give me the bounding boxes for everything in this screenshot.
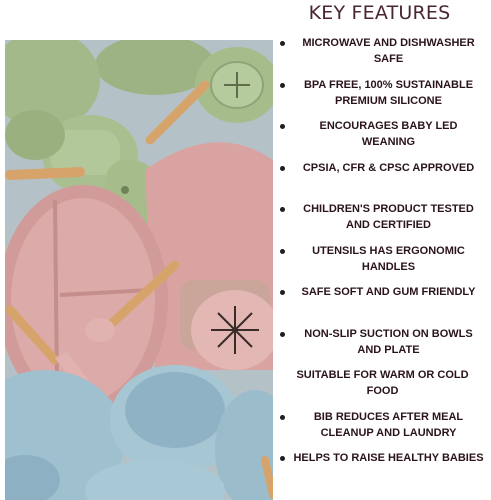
- feature-item: [270, 325, 491, 367]
- bullet-icon: [280, 166, 285, 171]
- bullet-icon: [280, 415, 285, 420]
- bullet-icon: [280, 41, 285, 46]
- bullet-icon: [280, 83, 285, 88]
- feature-item: [270, 159, 491, 201]
- product-photo: [5, 40, 273, 500]
- feature-item: [270, 242, 491, 284]
- feature-text: BPA FREE, 100% SUSTAINABLE PREMIUM SILICONE: [303, 78, 474, 107]
- bullet-icon: [280, 290, 285, 295]
- page-title: KEY FEATURES: [308, 2, 451, 24]
- feature-item: [270, 200, 491, 242]
- feature-item: [270, 366, 491, 408]
- features-list: [270, 34, 491, 491]
- feature-item: [270, 76, 491, 118]
- feature-text: UTENSILS HAS ERGONOMIC HANDLES: [312, 244, 465, 273]
- feature-item: [270, 408, 491, 450]
- feature-text: CHILDREN'S PRODUCT TESTED AND CERTIFIED: [303, 203, 474, 231]
- baby-feeding-set-image: [5, 40, 273, 500]
- bullet-icon: [280, 456, 285, 461]
- feature-text: SAFE SOFT AND GUM FRIENDLY: [301, 286, 476, 298]
- bullet-icon: [280, 249, 285, 254]
- feature-text: MICROWAVE AND DISHWASHER SAFE: [302, 37, 475, 65]
- feature-item: [270, 117, 491, 159]
- feature-item: [270, 34, 491, 76]
- bullet-icon: [280, 207, 285, 212]
- feature-item: [270, 283, 491, 325]
- feature-text: CPSIA, CFR & CPSC APPROVED: [302, 161, 475, 174]
- feature-text: ENCOURAGES BABY LED WEANING: [319, 120, 458, 148]
- feature-text: HELPS TO RAISE HEALTHY BABIES: [293, 452, 484, 464]
- bullet-icon: [280, 332, 285, 337]
- feature-item: [270, 449, 491, 491]
- bullet-icon: [280, 124, 285, 129]
- feature-text: BIB REDUCES AFTER MEAL CLEANUP AND LAUNDRY: [313, 410, 464, 439]
- feature-text: SUITABLE FOR WARM OR COLD FOOD: [296, 369, 469, 397]
- feature-text: NON-SLIP SUCTION ON BOWLS AND PLATE: [304, 327, 473, 356]
